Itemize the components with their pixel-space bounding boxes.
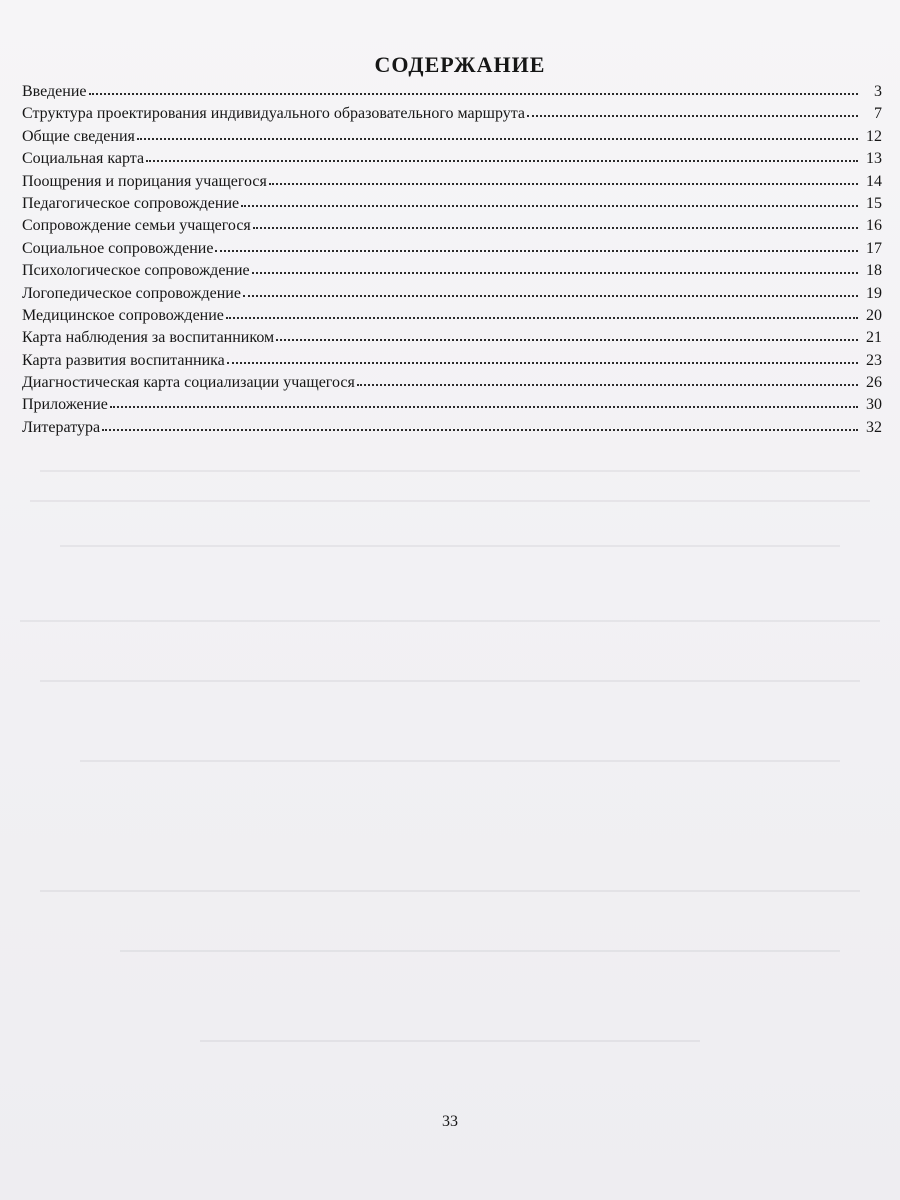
table-of-contents — [22, 80, 882, 438]
dot-leader — [243, 281, 858, 297]
toc-entry-page: 19 — [866, 284, 882, 302]
toc-entry-page: 20 — [866, 306, 882, 324]
toc-entry[interactable] — [22, 170, 882, 192]
toc-entry[interactable] — [22, 326, 882, 348]
toc-entry[interactable] — [22, 237, 882, 259]
toc-entry-page: 17 — [866, 239, 882, 257]
toc-entry[interactable] — [22, 304, 882, 326]
dot-leader — [357, 370, 858, 386]
toc-entry-label: Приложение — [22, 396, 108, 414]
page-number: 33 — [442, 1113, 458, 1130]
toc-entry-label: Структура проектирования индивидуального образовательного маршрута — [22, 105, 526, 123]
toc-entry[interactable] — [22, 125, 882, 147]
dot-leader — [527, 101, 858, 117]
dot-leader — [137, 124, 858, 140]
toc-entry-page: 32 — [866, 418, 882, 436]
toc-entry-page: 14 — [866, 172, 882, 190]
dot-leader — [215, 236, 858, 252]
toc-entry-page: 21 — [866, 329, 882, 347]
toc-entry-label: Карта наблюдения за воспитанником — [22, 329, 275, 347]
toc-entry-page: 3 — [874, 83, 882, 100]
toc-entry[interactable] — [22, 214, 882, 236]
toc-entry-page: 18 — [866, 262, 882, 280]
dot-leader — [253, 213, 858, 229]
dot-leader — [276, 325, 858, 341]
toc-entry-label: Медицинское сопровождение — [22, 306, 224, 324]
toc-entry-label: Психологическое сопровождение — [22, 262, 250, 280]
toc-entry-label: Сопровождение семьи учащегося — [22, 217, 251, 235]
toc-entry-label: Социальная карта — [22, 150, 145, 168]
toc-entry-label: Социальное сопровождение — [22, 239, 214, 257]
toc-entry[interactable] — [22, 192, 882, 214]
toc-entry-label: Логопедическое сопровождение — [22, 284, 241, 302]
toc-entry-label: Педагогическое сопровождение — [22, 194, 240, 212]
toc-entry-label: Литература — [22, 418, 101, 436]
toc-entry[interactable] — [22, 416, 882, 438]
dot-leader — [252, 258, 858, 274]
toc-entry-page: 12 — [866, 127, 882, 145]
dot-leader — [89, 79, 859, 95]
toc-entry[interactable] — [22, 371, 882, 393]
dot-leader — [110, 392, 858, 408]
toc-entry-page: 13 — [866, 150, 882, 168]
dot-leader — [241, 191, 858, 207]
toc-entry[interactable] — [22, 259, 882, 281]
toc-entry[interactable] — [22, 393, 882, 415]
dot-leader — [146, 146, 858, 162]
dot-leader — [102, 415, 858, 431]
toc-entry-page: 16 — [866, 217, 882, 235]
dot-leader — [269, 169, 858, 185]
toc-entry-page: 26 — [866, 374, 882, 392]
toc-entry-label: Поощрения и порицания учащегося — [22, 172, 267, 190]
toc-entry[interactable] — [22, 102, 882, 124]
toc-entry-page: 23 — [866, 351, 882, 369]
toc-entry[interactable] — [22, 80, 882, 102]
toc-entry-page: 7 — [874, 105, 882, 123]
toc-entry-label: Карта развития воспитанника — [22, 351, 225, 369]
dot-leader — [226, 303, 858, 319]
toc-entry-page: 30 — [866, 396, 882, 414]
toc-entry[interactable] — [22, 282, 882, 304]
toc-entry-label: Введение — [22, 83, 87, 100]
page-title: СОДЕРЖАНИЕ — [374, 52, 546, 77]
toc-entry[interactable] — [22, 349, 882, 371]
toc-entry-label: Общие сведения — [22, 127, 135, 145]
toc-entry[interactable] — [22, 147, 882, 169]
toc-entry-page: 15 — [866, 194, 882, 212]
dot-leader — [227, 348, 858, 364]
toc-entry-label: Диагностическая карта социализации учащегося — [22, 374, 355, 392]
